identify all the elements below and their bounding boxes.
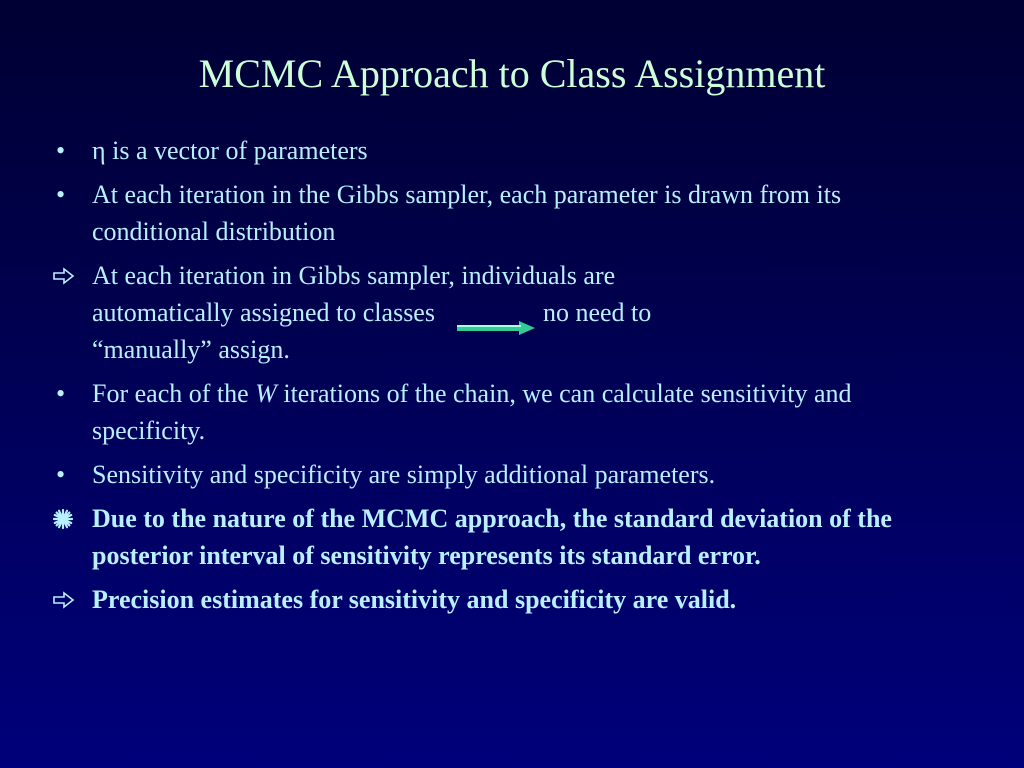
bullet-text-pre: For each of the [92, 379, 256, 408]
bullet-dot-icon: • [56, 136, 66, 165]
right-arrow-icon [457, 308, 535, 322]
bullet-text-line-1: At each iteration in Gibbs sampler, individuals are [92, 261, 616, 290]
bullet-item-precision-estimates [52, 581, 932, 618]
bullet-text-line-2b: no need to [542, 298, 652, 327]
bullet-text-line-2a: automatically assigned to classes [92, 298, 435, 327]
bullet-text: is a vector of parameters [105, 136, 368, 165]
bullet-text: At each iteration in the Gibbs sampler, each parameter is drawn from its conditional distribution [92, 180, 842, 246]
bullet-item-w-iterations [52, 375, 932, 449]
slide-title: MCMC Approach to Class Assignment [198, 51, 826, 96]
bullet-list [52, 132, 932, 625]
bullet-text: Due to the nature of the MCMC approach, the standard deviation of the posterior interval of sensitivity represents its standard error. [92, 504, 892, 570]
bullet-dot-icon: • [56, 180, 66, 209]
eta-symbol: η [92, 136, 106, 165]
w-variable: W [255, 379, 277, 408]
bullet-item-eta [52, 132, 932, 169]
bullet-item-additional-parameters [52, 456, 932, 493]
bullet-text: Precision estimates for sensitivity and specificity are valid. [92, 585, 737, 614]
asterisk-star-icon [52, 500, 86, 537]
bullet-text: Sensitivity and specificity are simply additional parameters. [92, 460, 716, 489]
outline-right-arrow-icon [52, 581, 86, 618]
bullet-item-standard-error [52, 500, 932, 574]
bullet-dot-icon: • [56, 379, 66, 408]
bullet-text-post: iterations of the chain, we can calculate sensitivity and specificity. [92, 379, 852, 445]
bullet-item-auto-assign [52, 257, 932, 368]
bullet-text-line-3: “manually” assign. [92, 335, 290, 364]
outline-right-arrow-icon [52, 257, 86, 294]
bullet-item-gibbs-iteration [52, 176, 932, 250]
bullet-dot-icon: • [56, 460, 66, 489]
